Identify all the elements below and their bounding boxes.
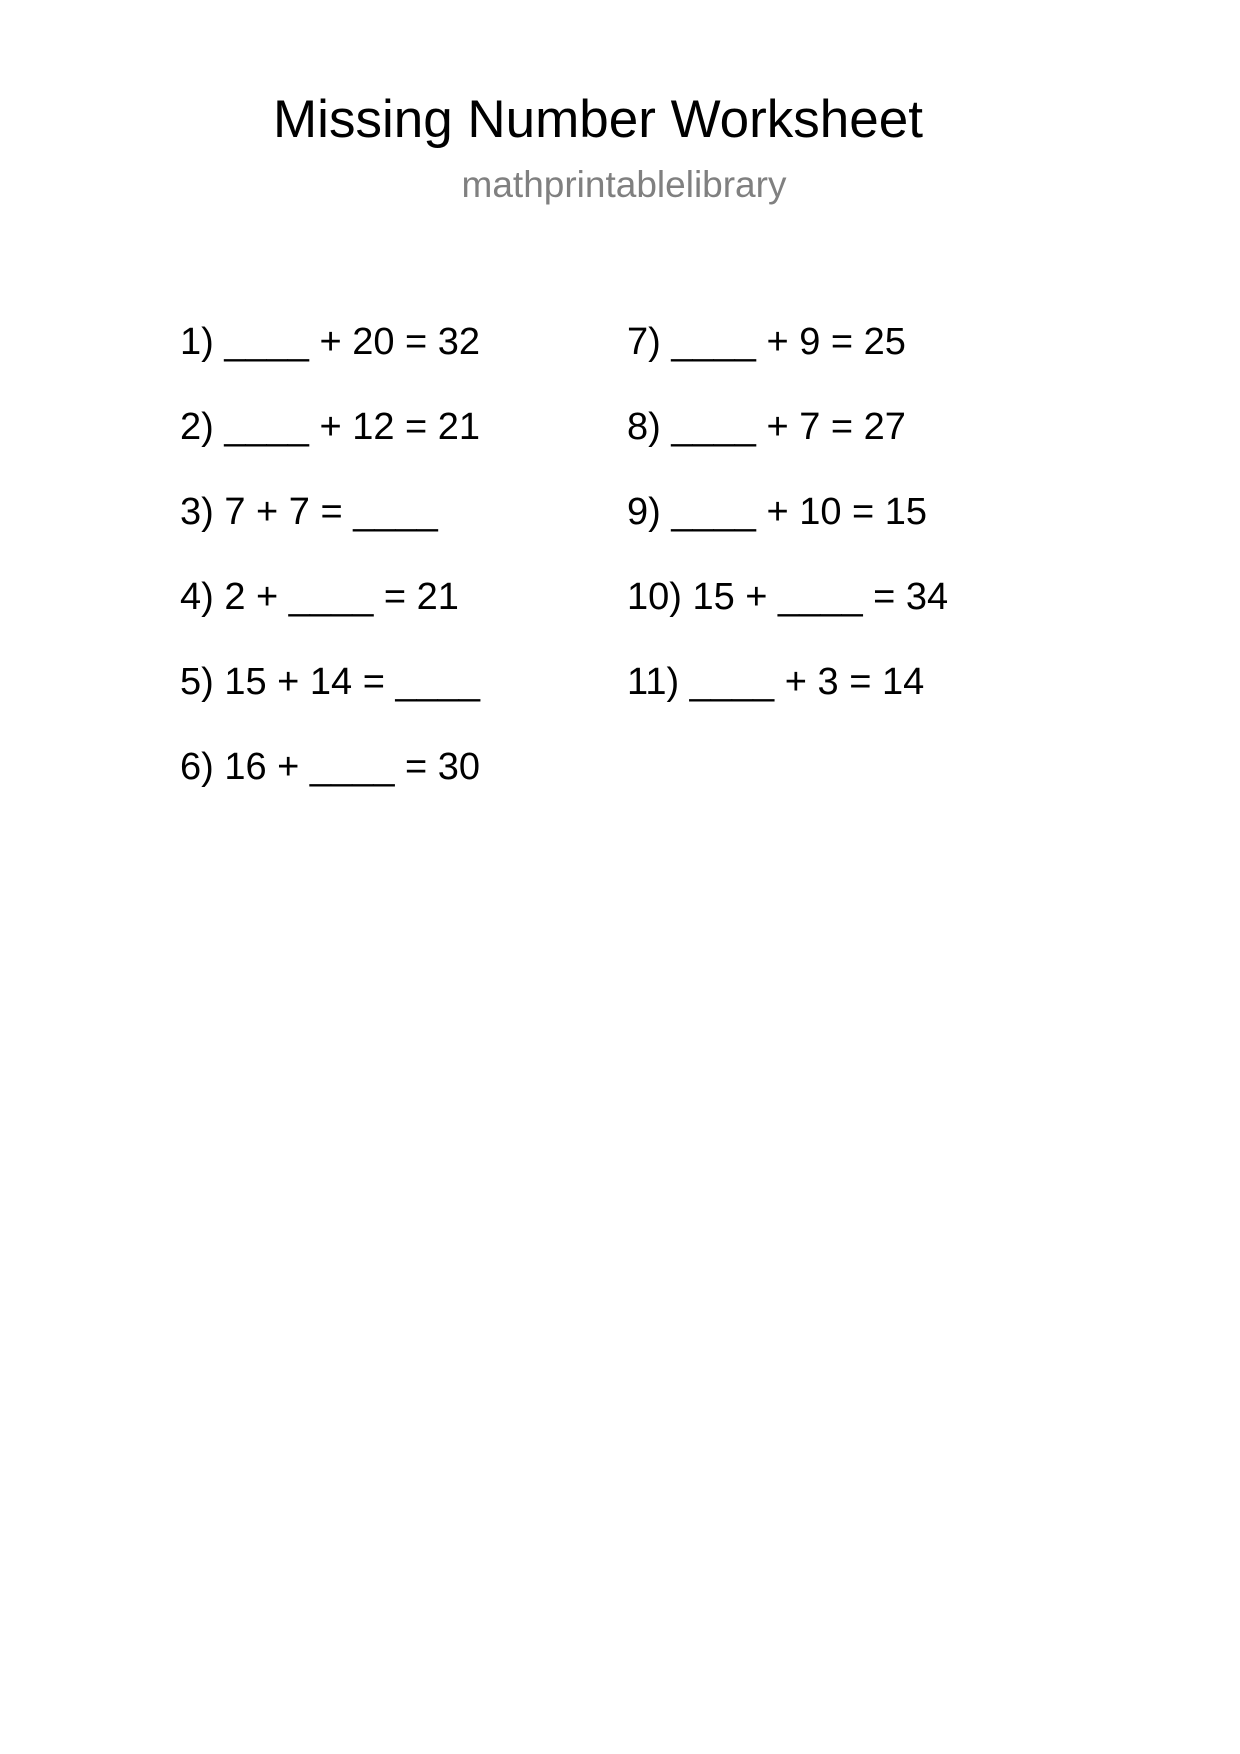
problem-8: 8) ____ + 7 = 27 [627,406,906,448]
worksheet-subtitle: mathprintablelibrary [461,164,787,205]
problem-10: 10) 15 + ____ = 34 [627,576,949,618]
problem-2: 2) ____ + 12 = 21 [180,406,481,448]
problem-6: 6) 16 + ____ = 30 [180,746,481,788]
worksheet-title: Missing Number Worksheet [273,90,923,149]
problems-left-column [180,312,480,822]
problem-9: 9) ____ + 10 = 15 [627,491,928,533]
problems-right-column [627,312,948,737]
problem-7: 7) ____ + 9 = 25 [627,321,906,363]
problem-4: 4) 2 + ____ = 21 [180,576,459,618]
problem-3: 3) 7 + 7 = ____ [180,491,438,533]
problem-1: 1) ____ + 20 = 32 [180,321,481,363]
problem-5: 5) 15 + 14 = ____ [180,661,481,703]
problem-11: 11) ____ + 3 = 14 [627,661,925,703]
